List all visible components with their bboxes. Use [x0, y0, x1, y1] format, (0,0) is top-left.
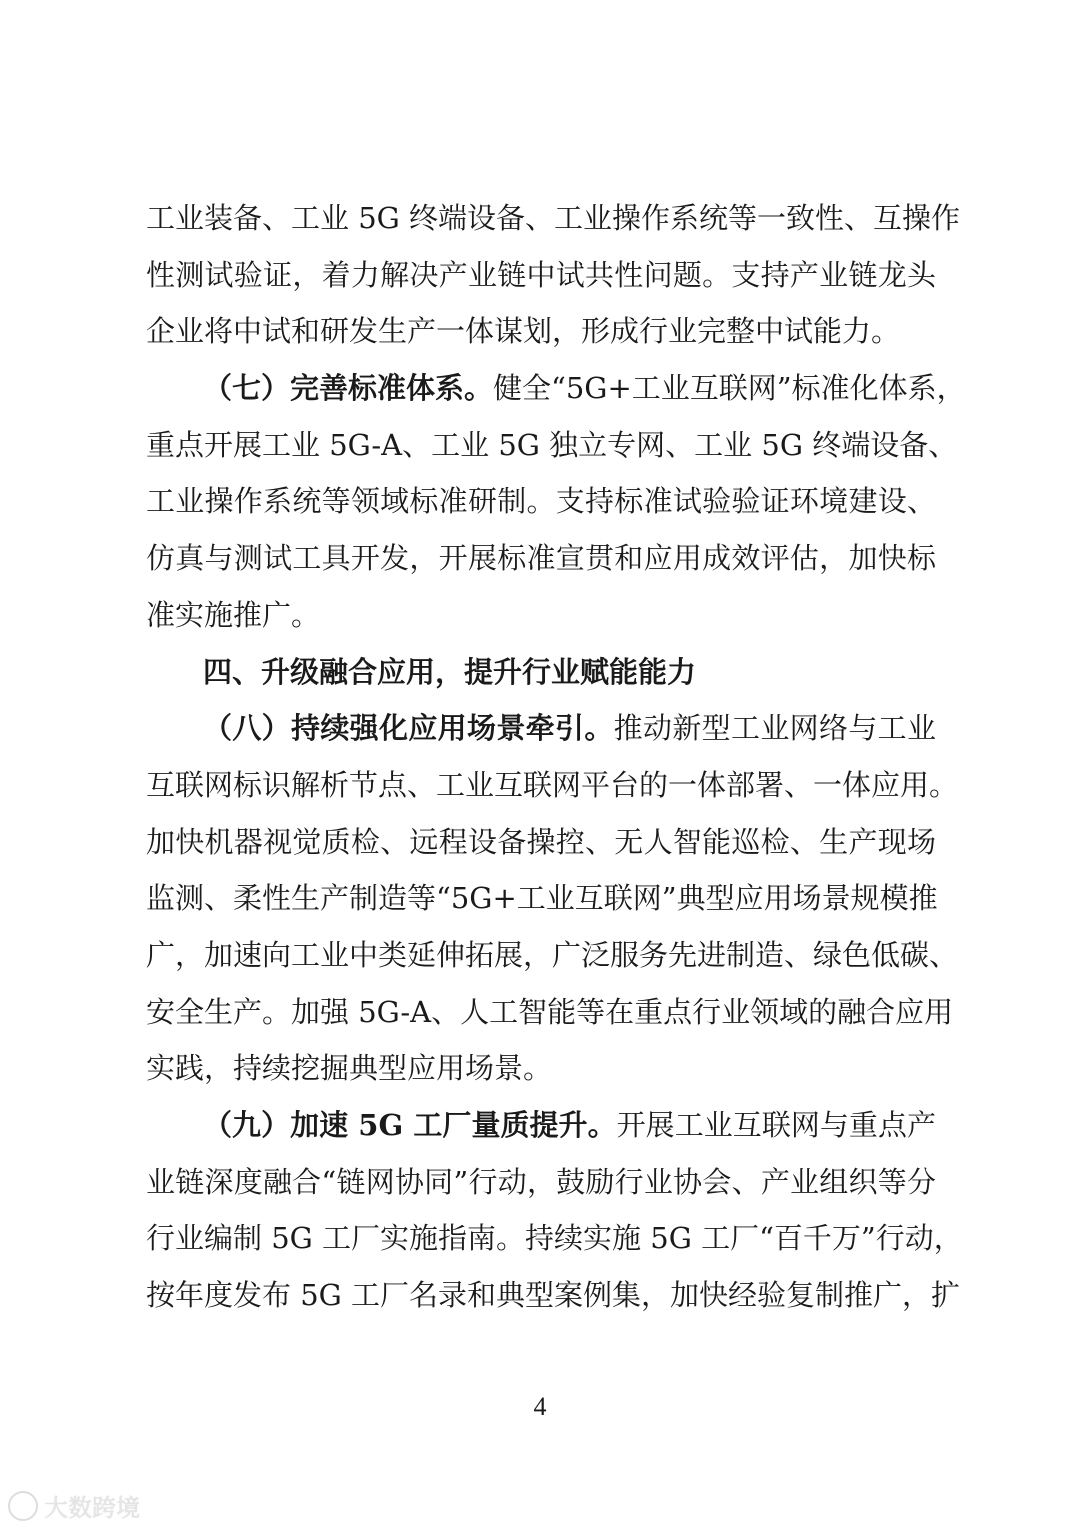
page-number: 4: [533, 1392, 547, 1421]
text-line: [146, 530, 936, 587]
text-line: [146, 1210, 963, 1267]
line-text: 推动新型工业网络与工业: [613, 711, 936, 746]
line-text: 四、升级融合应用，提升行业赋能能力: [203, 654, 697, 689]
text-line: [146, 644, 936, 701]
text-line: [146, 1097, 936, 1154]
text-line: [146, 587, 936, 644]
line-text: 业链深度融合“链网协同”行动，鼓励行业协会、产业组织等分: [146, 1164, 936, 1199]
paragraph-lead: （九）加速 5G 工厂量质提升。: [203, 1108, 617, 1142]
line-text: 实践，持续挖掘典型应用场景。: [146, 1051, 553, 1086]
line-text: 工业操作系统等领域标准研制。支持标准试验验证环境建设、: [146, 484, 936, 519]
document-body: [146, 190, 966, 1324]
line-text: 监测、柔性生产制造等“5G+工业互联网”典型应用场景规模推: [146, 881, 938, 916]
text-line: [146, 1267, 961, 1324]
text-line: [146, 247, 936, 304]
text-line: [146, 700, 936, 757]
text-line: [146, 417, 958, 474]
watermark: [8, 1488, 140, 1523]
line-text: 工业装备、工业 5G 终端设备、工业操作系统等一致性、互操作: [146, 201, 961, 235]
text-line: [146, 473, 936, 530]
line-text: 互联网标识解析节点、工业互联网平台的一体部署、一体应用。: [146, 767, 959, 802]
line-text: 开展工业互联网与重点产: [616, 1108, 936, 1142]
paragraph: [146, 700, 959, 1097]
text-line: [146, 870, 936, 927]
line-text: 按年度发布 5G 工厂名录和典型案例集，加快经验复制推广，扩: [146, 1278, 961, 1313]
watermark-text: 大数跨境: [44, 1494, 140, 1522]
paragraph: [146, 360, 966, 643]
line-text: 准实施推广。: [146, 597, 321, 632]
line-text: 性测试验证，着力解决产业链中试共性问题。支持产业链龙头: [146, 257, 936, 292]
line-text: 安全生产。加强 5G-A、人工智能等在重点行业领域的融合应用: [146, 994, 954, 1029]
text-line: [146, 814, 936, 871]
paragraph: [146, 190, 961, 360]
line-text: 仿真与测试工具开发，开展标准宣贯和应用成效评估，加快标: [146, 541, 936, 576]
paragraph: [146, 1097, 963, 1324]
line-text: 加快机器视觉质检、远程设备操控、无人智能巡检、生产现场: [146, 824, 936, 859]
paragraph-lead: （八）持续强化应用场景牵引。: [203, 711, 614, 746]
line-text: 广，加速向工业中类延伸拓展，广泛服务先进制造、绿色低碳、: [146, 937, 959, 972]
line-text: 企业将中试和研发生产一体谋划，形成行业完整中试能力。: [146, 314, 901, 349]
text-line: [146, 360, 966, 417]
text-line: [146, 1040, 936, 1097]
text-line: [146, 190, 961, 247]
text-line: [146, 984, 954, 1041]
line-text: 行业编制 5G 工厂实施指南。持续实施 5G 工厂“百千万”行动，: [146, 1221, 963, 1256]
paragraph-lead: （七）完善标准体系。: [203, 371, 494, 406]
line-text: 重点开展工业 5G-A、工业 5G 独立专网、工业 5G 终端设备、: [146, 427, 958, 462]
text-line: [146, 303, 936, 360]
text-line: [146, 1154, 936, 1211]
line-text: 健全“5G+工业互联网”标准化体系，: [493, 371, 966, 406]
section-heading: [146, 644, 936, 701]
text-line: [146, 757, 959, 814]
text-line: [146, 927, 959, 984]
watermark-logo-icon: [8, 1491, 38, 1521]
